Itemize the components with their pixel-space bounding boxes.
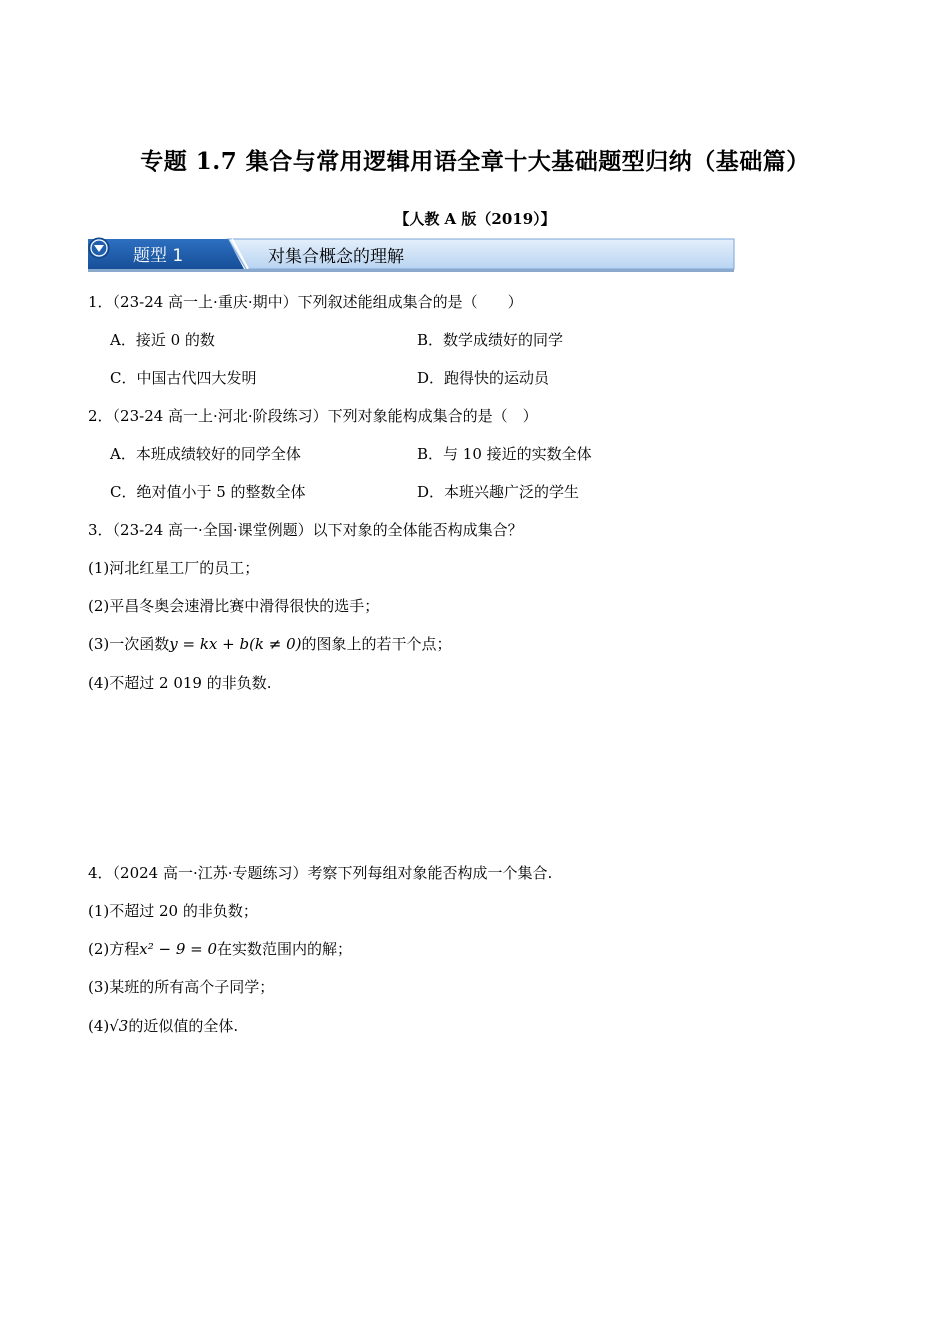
question-4-item-4-formula: √3 (109, 1017, 129, 1035)
question-3-item-1: (1)河北红星工厂的员工； (88, 559, 260, 577)
question-4-item-2-formula: x² − 9 = 0 (139, 940, 218, 958)
question-3-stem: 3．（23-24 高一·全国·课堂例题）以下对象的全体能否构成集合？ (88, 521, 523, 539)
question-3-item-3-formula: y = kx + b(k ≠ 0) (169, 635, 302, 653)
edition-label: 【人教 A 版（2019）】 (394, 210, 556, 228)
section-banner (88, 237, 738, 273)
question-4-item-4 (88, 1015, 238, 1036)
question-2-option-b[interactable]: B．与 10 接近的实数全体 (417, 445, 592, 463)
question-4-item-3: (3)某班的所有高个子同学； (88, 978, 275, 996)
question-1-option-d[interactable]: D．跑得快的运动员 (417, 369, 550, 387)
question-2-option-d[interactable]: D．本班兴趣广泛的学生 (417, 483, 580, 501)
question-4-item-4-suffix: 的近似值的全体. (128, 1017, 239, 1035)
question-type-label: 题型 1 (133, 246, 184, 266)
question-1-stem: 1．（23-24 高一上·重庆·期中）下列叙述能组成集合的是（ ） (88, 293, 523, 311)
page-title: 专题 1.7 集合与常用逻辑用语全章十大基础题型归纳（基础篇） (140, 148, 810, 175)
question-topic: 对集合概念的理解 (268, 247, 404, 267)
chevron-down-circle-icon[interactable] (88, 237, 110, 259)
question-3-item-2: (2)平昌冬奥会速滑比赛中滑得很快的选手； (88, 597, 380, 615)
question-3-item-3-prefix: (3)一次函数 (88, 635, 170, 653)
question-4-item-4-prefix: (4) (88, 1017, 110, 1035)
question-4-stem: 4．（2024 高一·江苏·专题练习）考察下列每组对象能否构成一个集合. (88, 864, 553, 882)
question-4-item-1: (1)不超过 20 的非负数； (88, 902, 258, 920)
question-2-stem: 2．（23-24 高一上·河北·阶段练习）下列对象能构成集合的是（ ） (88, 407, 538, 425)
question-3-item-4: (4)不超过 2 019 的非负数. (88, 674, 272, 692)
question-1-option-c[interactable]: C．中国古代四大发明 (110, 369, 257, 387)
question-2-option-c[interactable]: C．绝对值小于 5 的整数全体 (110, 483, 306, 501)
question-3-item-3 (88, 633, 452, 654)
question-4-item-2-suffix: 在实数范围内的解； (217, 940, 353, 958)
question-4-item-2-prefix: (2)方程 (88, 940, 140, 958)
banner-shape (88, 237, 738, 273)
question-4-item-2 (88, 938, 352, 959)
question-1-option-a[interactable]: A．接近 0 的数 (110, 331, 215, 349)
question-2-option-a[interactable]: A．本班成绩较好的同学全体 (110, 445, 301, 463)
question-3-item-3-suffix: 的图象上的若干个点； (301, 635, 452, 653)
question-1-option-b[interactable]: B．数学成绩好的同学 (417, 331, 564, 349)
